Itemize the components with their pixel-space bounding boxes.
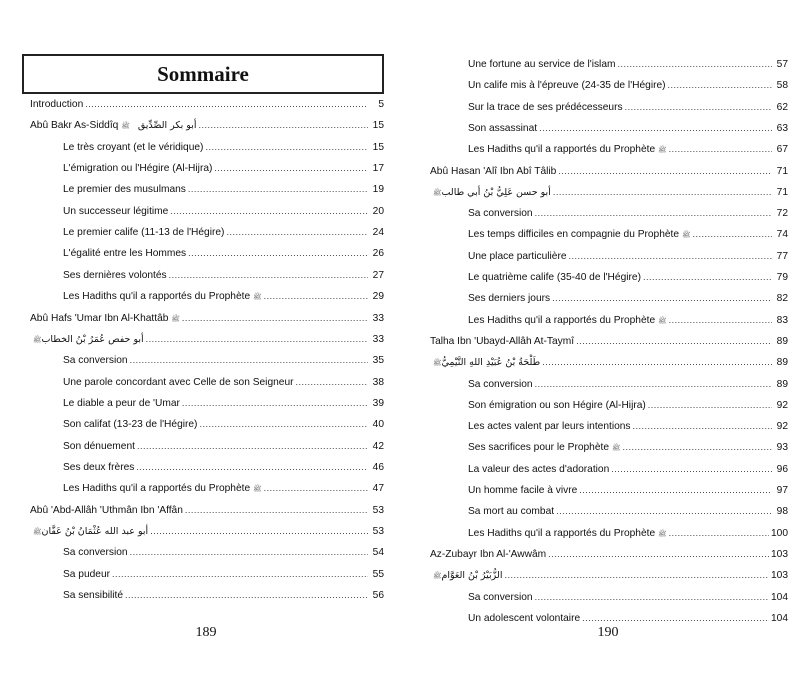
dot-leader	[205, 137, 368, 157]
honorific-icon: ﷺ	[433, 359, 442, 368]
dot-leader	[669, 523, 769, 543]
toc-entry-title: Sa conversion	[63, 355, 128, 367]
dot-leader	[125, 585, 368, 605]
dot-leader	[112, 564, 368, 584]
toc-entry-page: 89	[776, 357, 788, 369]
dot-leader	[188, 243, 368, 263]
toc-entry-page: 98	[776, 506, 788, 518]
toc-entry-page: 15	[372, 120, 384, 132]
toc-entry-page: 79	[776, 272, 788, 283]
toc-entry[interactable]	[30, 94, 384, 114]
toc-entry-page: 83	[776, 314, 788, 326]
dot-leader	[199, 414, 368, 434]
dot-leader	[199, 115, 368, 135]
honorific-icon: ﷺ	[658, 529, 667, 538]
dot-leader	[569, 246, 772, 266]
page-number-left: 189	[195, 625, 217, 640]
toc-entry-page: 67	[776, 144, 788, 156]
toc-entry-page: 29	[372, 291, 384, 303]
toc-entry[interactable]	[63, 564, 384, 584]
toc-entry-page: 20	[372, 205, 384, 217]
toc-entry[interactable]	[468, 246, 788, 266]
toc-entry-title: Sa conversion	[468, 591, 533, 603]
toc-entry-title: La valeur des actes d'adoration	[468, 463, 610, 475]
toc-entry-title: Ses dernières volontés	[63, 269, 167, 281]
honorific-icon: ﷺ	[33, 528, 42, 536]
toc-entry-title: Une fortune au service de l'islam	[468, 59, 616, 70]
dot-leader	[611, 459, 772, 479]
toc-entry[interactable]	[30, 308, 384, 328]
toc-entry-page: 33	[372, 333, 384, 345]
toc-entry[interactable]	[63, 158, 384, 178]
toc-entry-page: 89	[776, 335, 788, 347]
toc-entry-page: 56	[372, 590, 384, 602]
toc-entry-page: 5	[378, 99, 384, 110]
honorific-icon: ﷺ	[33, 335, 42, 344]
honorific-icon: ﷺ	[612, 444, 621, 453]
dot-leader	[130, 542, 368, 562]
toc-entry-title: Le très croyant (et le véridique)	[63, 141, 204, 153]
toc-entry-page: 62	[776, 101, 788, 113]
honorific-icon: ﷺ	[171, 314, 180, 323]
toc-entry-page: 71	[776, 186, 788, 198]
dot-leader	[539, 118, 772, 138]
toc-entry-title: Sa sensibilité	[63, 590, 124, 602]
honorific-icon: ﷺ	[253, 485, 262, 494]
toc-entry[interactable]	[430, 352, 788, 372]
toc-entry[interactable]	[468, 480, 788, 500]
toc-entry-title: Talha Ibn 'Ubayd-Allâh At-Taymî	[430, 335, 575, 347]
toc-entry[interactable]	[468, 437, 788, 457]
honorific-icon: ﷺ	[433, 188, 442, 197]
toc-entry-title: Les Hadiths qu'il a rapportés du Prophète	[468, 144, 656, 156]
dot-leader	[136, 457, 368, 477]
toc-entry[interactable]	[63, 457, 384, 477]
toc-entry-title: Abû Bakr As-Siddîq	[30, 120, 119, 132]
toc-entry-page: 97	[776, 485, 788, 496]
toc-entry[interactable]	[430, 161, 788, 181]
toc-entry-page: 19	[372, 184, 384, 196]
toc-entry[interactable]	[63, 542, 384, 562]
toc-entry[interactable]	[468, 267, 788, 287]
dot-leader	[622, 437, 772, 457]
toc-entry-page: 38	[372, 376, 384, 388]
toc-entry[interactable]	[63, 414, 384, 434]
dot-leader	[553, 182, 772, 202]
toc-entry-title: Sa conversion	[468, 208, 533, 220]
toc-entry-title: Un calife mis à l'épreuve (24-35 de l'Hégire)	[468, 80, 666, 92]
toc-entry[interactable]	[468, 288, 788, 308]
dot-leader	[535, 587, 769, 607]
toc-entry[interactable]	[30, 521, 384, 541]
toc-entry-page: 63	[776, 122, 788, 134]
dot-leader	[668, 75, 772, 95]
toc-entry[interactable]	[468, 203, 788, 223]
toc-entry[interactable]	[468, 54, 788, 74]
toc-entry[interactable]	[468, 118, 788, 138]
toc-entry[interactable]	[63, 179, 384, 199]
toc-entry-title: Ses deux frères	[63, 461, 135, 473]
toc-entry-page: 15	[372, 141, 384, 153]
dot-leader	[617, 54, 772, 74]
dot-leader	[542, 352, 772, 372]
toc-entry[interactable]	[468, 416, 788, 436]
toc-entry-title: Introduction	[30, 99, 84, 110]
dot-leader	[548, 544, 769, 564]
toc-entry-title: Les Hadiths qu'il a rapportés du Prophète	[63, 291, 251, 303]
toc-entry-title: Les temps difficiles en compagnie du Prophète	[468, 229, 680, 241]
toc-entry-page: 77	[776, 250, 788, 262]
toc-entry-title: Sa conversion	[468, 378, 533, 390]
toc-entry[interactable]	[468, 395, 788, 415]
dot-leader	[648, 395, 772, 415]
toc-entry-page: 26	[372, 248, 384, 260]
toc-entry-page: 58	[776, 80, 788, 92]
toc-entry-page: 54	[372, 547, 384, 559]
dot-leader	[85, 94, 368, 114]
toc-entry-title: Abû Hasan 'Alî Ibn Abî Tâlib	[430, 165, 557, 177]
dot-leader	[669, 139, 772, 159]
honorific-icon: ﷺ	[121, 122, 130, 131]
toc-entry-title: Un homme facile à vivre	[468, 485, 578, 496]
toc-entry-title: Une parole concordant avec Celle de son Seigneur	[63, 376, 294, 388]
page-title	[22, 54, 384, 94]
toc-entry-title: Les Hadiths qu'il a rapportés du Prophète	[468, 527, 656, 539]
toc-entry-title: Sa pudeur	[63, 568, 111, 580]
toc-entry-page: 40	[372, 419, 384, 431]
honorific-icon: ﷺ	[658, 146, 667, 155]
toc-entry-title: Son dénuement	[63, 440, 135, 452]
dot-leader	[552, 288, 772, 308]
toc-entry[interactable]	[63, 243, 384, 263]
toc-entry[interactable]	[63, 286, 384, 306]
toc-entry-title: Sur la trace de ses prédécesseurs	[468, 101, 623, 113]
dot-leader	[264, 286, 368, 306]
dot-leader	[185, 500, 368, 520]
dot-leader	[169, 265, 368, 285]
toc-entry-title: L'égalité entre les Hommes	[63, 248, 187, 260]
toc-entry-page: 74	[776, 229, 788, 241]
toc-entry[interactable]	[430, 182, 788, 202]
dot-leader	[625, 97, 772, 117]
toc-entry[interactable]	[430, 331, 788, 351]
toc-entry-title: Sa conversion	[63, 547, 128, 559]
toc-entry[interactable]	[63, 201, 384, 221]
toc-entry[interactable]	[468, 139, 788, 159]
dot-leader	[535, 374, 772, 394]
dot-leader	[214, 158, 368, 178]
toc-entry[interactable]	[63, 436, 384, 456]
dot-leader	[150, 521, 368, 541]
toc-entry-page: 92	[776, 399, 788, 411]
toc-entry-title: Un successeur légitime	[63, 205, 169, 217]
toc-entry-page: 33	[372, 312, 384, 324]
dot-leader	[188, 179, 368, 199]
page-number-right: 190	[597, 625, 619, 640]
toc-entry[interactable]	[468, 501, 788, 521]
toc-entry-title: Abû 'Abd-Allâh 'Uthmân Ibn 'Affân	[30, 504, 183, 516]
toc-entry-title: L'émigration ou l'Hégire (Al-Hijra)	[63, 163, 213, 175]
toc-entry-page: 42	[372, 440, 384, 452]
toc-entry-page: 39	[372, 397, 384, 409]
toc-entry-page: 24	[372, 227, 384, 239]
dot-leader	[693, 224, 772, 244]
toc-entry-page: 104	[771, 612, 788, 624]
toc-entry-page: 96	[776, 463, 788, 475]
toc-entry-arabic-title: أبو حفص عُمَرُ بْنُ الخطاب	[41, 333, 144, 345]
toc-entry[interactable]	[63, 350, 384, 370]
toc-entry-page: 53	[372, 526, 384, 537]
toc-entry[interactable]	[430, 565, 788, 585]
toc-entry-title: Sa mort au combat	[468, 506, 555, 518]
toc-entry-title: Le premier calife (11-13 de l'Hégire)	[63, 227, 225, 239]
toc-entry-page: 53	[372, 504, 384, 516]
toc-entry[interactable]	[30, 500, 384, 520]
toc-entry-page: 47	[372, 483, 384, 495]
toc-entry[interactable]	[430, 544, 788, 564]
toc-entry[interactable]	[63, 372, 384, 392]
toc-entry-title: Son émigration ou son Hégire (Al-Hijra)	[468, 399, 646, 411]
toc-entry-page: 27	[372, 269, 384, 281]
dot-leader	[182, 308, 368, 328]
toc-entry[interactable]	[63, 478, 384, 498]
dot-leader	[264, 478, 368, 498]
dot-leader	[558, 161, 772, 181]
dot-leader	[535, 203, 772, 223]
toc-entry[interactable]	[30, 115, 384, 135]
honorific-icon: ﷺ	[658, 316, 667, 325]
toc-entry-title: Un adolescent volontaire	[468, 612, 581, 624]
dot-leader	[296, 372, 369, 392]
dot-leader	[182, 393, 368, 413]
toc-entry[interactable]	[63, 585, 384, 605]
toc-entry[interactable]	[468, 374, 788, 394]
toc-entry-title: Son califat (13-23 de l'Hégire)	[63, 419, 198, 431]
toc-entry-page: 103	[771, 548, 788, 560]
dot-leader	[556, 501, 772, 521]
toc-entry-page: 57	[776, 59, 788, 70]
honorific-icon: ﷺ	[682, 231, 691, 240]
toc-entry-arabic-title: أبو عبد الله عُثْمَانُ بْنُ عَفَّان	[41, 526, 149, 537]
dot-leader	[137, 436, 368, 456]
toc-entry-page: 71	[776, 165, 788, 177]
dot-leader	[130, 350, 368, 370]
toc-entry-title: Le premier des musulmans	[63, 184, 186, 196]
toc-entry-title: Ses derniers jours	[468, 293, 551, 305]
page-title-text: Sommaire	[157, 61, 249, 86]
toc-entry-page: 104	[771, 591, 788, 603]
toc-entry-page: 82	[776, 293, 788, 305]
toc-entry[interactable]	[63, 393, 384, 413]
toc-entry-title: Az-Zubayr Ibn Al-'Awwâm	[430, 548, 547, 560]
toc-entry-title: Ses sacrifices pour le Prophète	[468, 442, 609, 454]
toc-entry-page: 55	[372, 568, 384, 580]
toc-entry[interactable]	[63, 137, 384, 157]
toc-entry-page: 35	[372, 355, 384, 367]
toc-entry[interactable]	[468, 224, 788, 244]
toc-entry[interactable]	[63, 222, 384, 242]
toc-entry-title: Le diable a peur de 'Umar	[63, 397, 180, 409]
dot-leader	[504, 565, 769, 585]
toc-entry-page: 93	[776, 442, 788, 454]
honorific-icon: ﷺ	[433, 572, 442, 581]
dot-leader	[669, 310, 772, 330]
toc-entry-title: Les Hadiths qu'il a rapportés du Prophète	[468, 314, 656, 326]
dot-leader	[226, 222, 368, 242]
toc-entry-title: Une place particulière	[468, 250, 567, 262]
toc-entry-page: 103	[771, 570, 788, 582]
toc-entry-title: Le quatrième calife (35-40 de l'Hégire)	[468, 272, 641, 283]
toc-entry-page: 17	[372, 163, 384, 175]
toc-entry-arabic-title: طَلْحَةُ بْنُ عُبَيْدِ اللهِ التَّيْمِيُّ	[441, 357, 541, 369]
toc-entry[interactable]	[468, 75, 788, 95]
toc-entry-page: 89	[776, 378, 788, 390]
toc-entry[interactable]	[468, 310, 788, 330]
toc-entry[interactable]	[468, 459, 788, 479]
dot-leader	[170, 201, 368, 221]
toc-entry-arabic: أبو بكر الصِّدِّيق	[137, 120, 197, 132]
dot-leader	[643, 267, 772, 287]
dot-leader	[579, 480, 772, 500]
toc-entry-title: Les Hadiths qu'il a rapportés du Prophète	[63, 483, 251, 495]
toc-entry[interactable]	[468, 97, 788, 117]
right-page	[400, 0, 800, 683]
toc-entry-page: 92	[776, 421, 788, 433]
toc-entry-page: 72	[776, 208, 788, 220]
toc-entry-page: 46	[372, 461, 384, 473]
honorific-icon: ﷺ	[253, 293, 262, 302]
dot-leader	[146, 329, 368, 349]
toc-entry[interactable]	[468, 523, 788, 543]
toc-entry-arabic-title: الزُّبَيْرُ بْنُ العَوَّام	[441, 570, 503, 582]
toc-entry[interactable]	[30, 329, 384, 349]
toc-entry-title: Son assassinat	[468, 122, 538, 134]
toc-entry-title: Les actes valent par leurs intentions	[468, 421, 631, 433]
toc-entry-page: 100	[771, 527, 788, 539]
dot-leader	[633, 416, 772, 436]
toc-entry-arabic-title: أبو حسن عَلِيُّ بْنُ أبي طالب	[441, 186, 551, 198]
toc-entry[interactable]	[468, 587, 788, 607]
toc-entry-title: Abû Hafs 'Umar Ibn Al-Khattâb	[30, 312, 169, 324]
toc-entry[interactable]	[63, 265, 384, 285]
dot-leader	[576, 331, 772, 351]
